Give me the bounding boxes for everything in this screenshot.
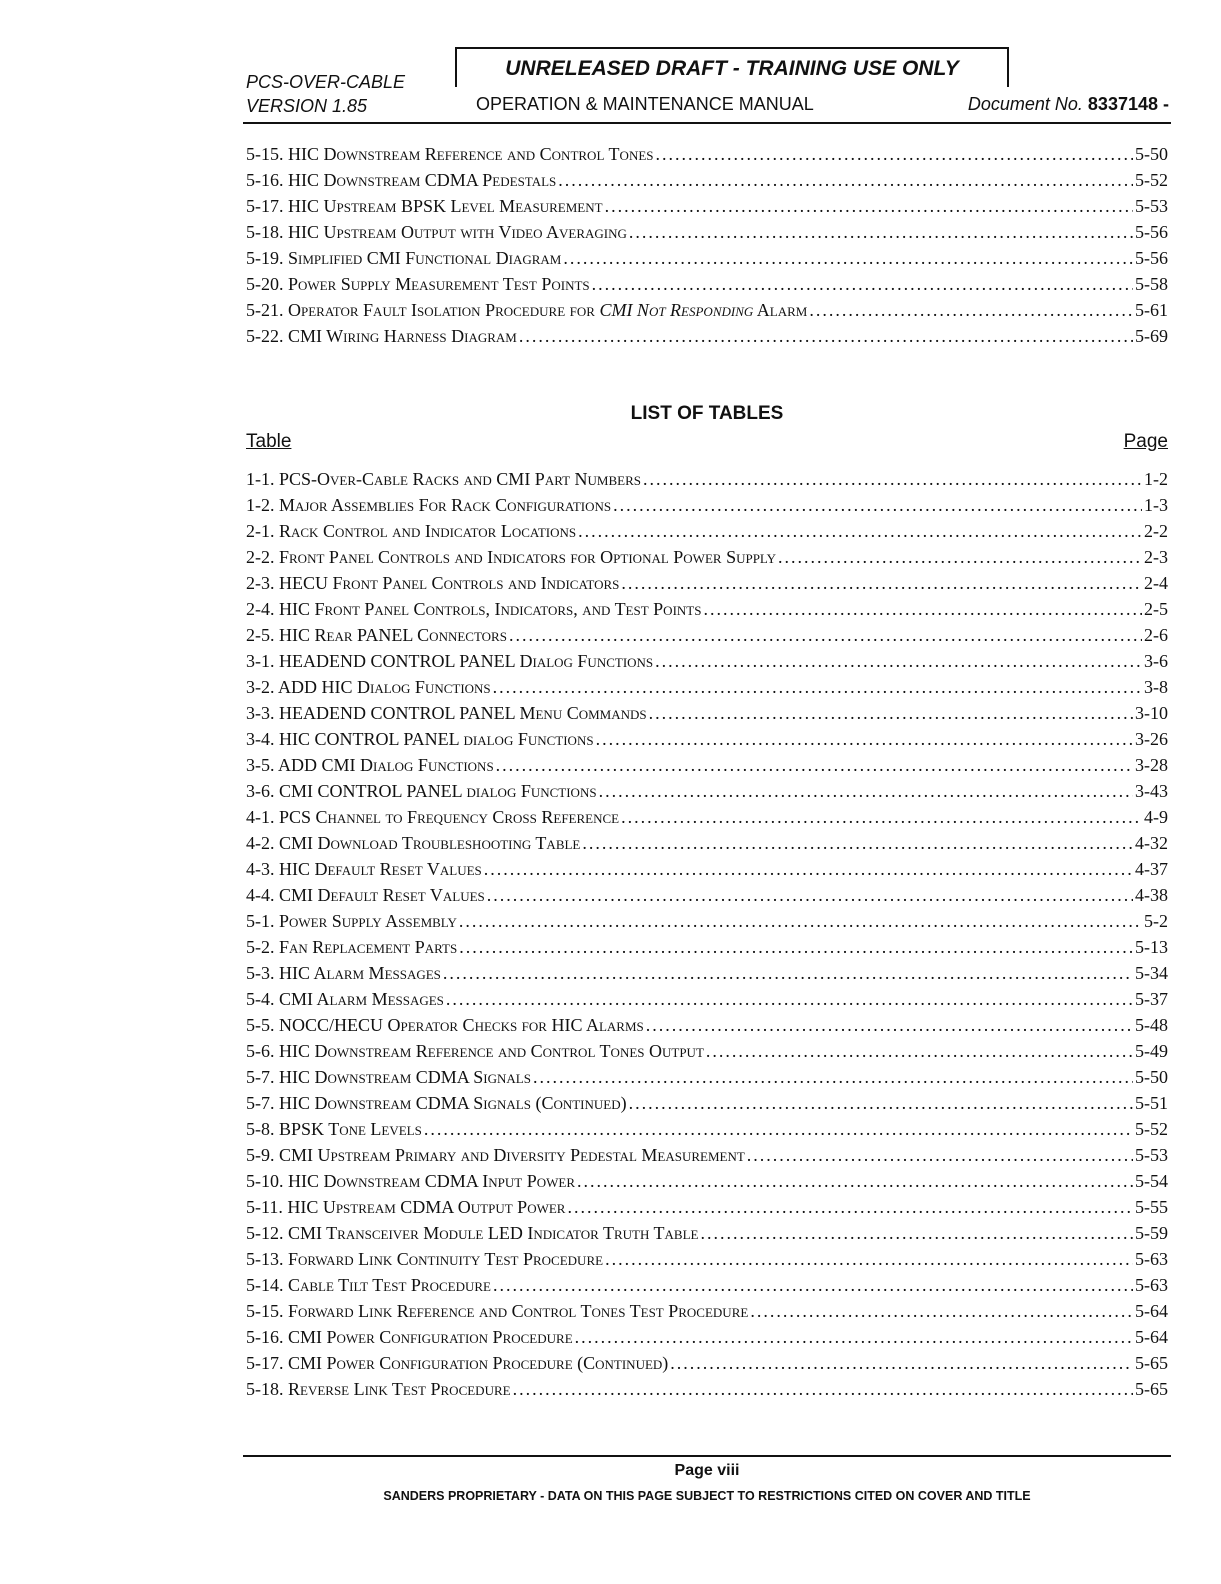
leader-dots [459, 934, 1133, 960]
table-entry [246, 570, 1168, 596]
table-entry [246, 1220, 1168, 1246]
leader-dots [487, 882, 1133, 908]
table-entry-page: 5-50 [1135, 1067, 1168, 1087]
table-entry [246, 492, 1168, 518]
table-entry [246, 726, 1168, 752]
table-entry [246, 934, 1168, 960]
list-of-tables-title: LIST OF TABLES [630, 403, 784, 424]
table-entry-label: 5-14. Cable Tilt Test Procedure [246, 1275, 491, 1295]
figure-entry: 5-21. Operator Fault Isolation Procedure for CMI Not Responding Alarm ..... 5-61 [246, 297, 1168, 323]
table-column-header: Table [246, 431, 292, 452]
table-entry-label: 5-8. BPSK Tone Levels [246, 1119, 422, 1139]
table-entry [246, 882, 1168, 908]
doc-label: Document No. [967, 94, 1083, 114]
leader-dots [643, 466, 1142, 492]
page-number: Page viii [674, 1462, 740, 1479]
table-entry-page: 5-53 [1135, 1145, 1168, 1165]
table-entry [246, 856, 1168, 882]
table-entry [246, 648, 1168, 674]
figure-entry: 5-15. HIC Downstream Reference and Control Tones ..... 5-50 [246, 141, 1168, 167]
table-entry-page: 5-65 [1135, 1379, 1168, 1399]
page-column-header: Page [1123, 431, 1168, 452]
leader-dots [646, 1012, 1133, 1038]
leader-dots [605, 193, 1133, 219]
table-entry-label: 5-12. CMI Transceiver Module LED Indicator Truth Table [246, 1223, 699, 1243]
table-entry-label: 1-1. PCS-Over-Cable Racks and CMI Part Numbers [246, 469, 641, 489]
table-entry [246, 466, 1168, 492]
table-entry-page: 3-10 [1135, 703, 1168, 723]
table-entry [246, 596, 1168, 622]
table-entry-page: 5-2 [1144, 911, 1168, 931]
table-entry-page: 2-2 [1144, 521, 1168, 541]
table-entry-label: 3-3. HEADEND CONTROL PANEL Menu Commands [246, 703, 647, 723]
table-entry-page: 5-64 [1135, 1301, 1168, 1321]
table-entry-page: 2-6 [1144, 625, 1168, 645]
table-entry-page: 3-26 [1135, 729, 1168, 749]
table-entry [246, 700, 1168, 726]
leader-dots [605, 1246, 1133, 1272]
figure-entry: 5-22. CMI Wiring Harness Diagram ..... 5-69 [246, 323, 1168, 349]
table-entry [246, 830, 1168, 856]
table-entry-label: 4-2. CMI Download Troubleshooting Table [246, 833, 581, 853]
table-entry-label: 3-4. HIC CONTROL PANEL dialog Functions [246, 729, 594, 749]
table-entry-page: 5-34 [1135, 963, 1168, 983]
table-entry-page: 5-54 [1135, 1171, 1168, 1191]
table-entry-page: 5-37 [1135, 989, 1168, 1009]
table-entry-label: 5-1. Power Supply Assembly [246, 911, 457, 931]
leader-dots [563, 245, 1133, 271]
table-entry-page: 5-52 [1135, 1119, 1168, 1139]
leader-dots [575, 1324, 1133, 1350]
leader-dots [629, 219, 1133, 245]
header-product: PCS-OVER-CABLE [246, 72, 406, 92]
leader-dots [778, 544, 1142, 570]
table-entry-label: 5-4. CMI Alarm Messages [246, 989, 444, 1009]
table-entry-label: 5-18. Reverse Link Test Procedure [246, 1379, 511, 1399]
leader-dots [621, 804, 1142, 830]
table-entry-page: 5-49 [1135, 1041, 1168, 1061]
table-entry [246, 1246, 1168, 1272]
table-entry-label: 5-5. NOCC/HECU Operator Checks for HIC Alarms [246, 1015, 644, 1035]
table-entry-label: 5-11. HIC Upstream CDMA Output Power [246, 1197, 566, 1217]
table-entry-page: 4-37 [1135, 859, 1168, 879]
leader-dots [446, 986, 1133, 1012]
table-entry [246, 1012, 1168, 1038]
table-entry-page: 3-8 [1144, 677, 1168, 697]
leader-dots [558, 167, 1133, 193]
doc-number: 8337148 - [1087, 94, 1169, 114]
leader-dots [656, 141, 1133, 167]
table-entry-label: 2-2. Front Panel Controls and Indicators for Optional Power Supply [246, 547, 776, 567]
table-entry-page: 3-43 [1135, 781, 1168, 801]
leader-dots [578, 518, 1142, 544]
table-entry [246, 778, 1168, 804]
table-entry-page: 4-9 [1144, 807, 1168, 827]
figure-entry: 5-20. Power Supply Measurement Test Points ..... 5-58 [246, 271, 1168, 297]
leader-dots [649, 700, 1133, 726]
table-entry [246, 1168, 1168, 1194]
leader-dots [493, 1272, 1133, 1298]
table-entry [246, 1038, 1168, 1064]
table-entry [246, 986, 1168, 1012]
leader-dots [809, 297, 1133, 323]
header-product-block [246, 70, 405, 118]
leader-dots [567, 1194, 1133, 1220]
table-entry [246, 1324, 1168, 1350]
leader-dots [592, 271, 1133, 297]
table-entry [246, 1194, 1168, 1220]
table-entry [246, 1090, 1168, 1116]
table-entry-label: 5-2. Fan Replacement Parts [246, 937, 458, 957]
leader-dots [443, 960, 1133, 986]
table-entry-label: 3-2. ADD HIC Dialog Functions [246, 677, 491, 697]
document-number-block [968, 94, 1169, 115]
leader-dots [700, 1220, 1133, 1246]
table-entry-page: 5-55 [1135, 1197, 1168, 1217]
table-entry-label: 2-5. HIC Rear PANEL Connectors [246, 625, 507, 645]
leader-dots [599, 778, 1133, 804]
table-entry [246, 622, 1168, 648]
table-entry [246, 960, 1168, 986]
draft-notice: UNRELEASED DRAFT - TRAINING USE ONLY [455, 47, 1009, 87]
table-entry-label: 5-16. CMI Power Configuration Procedure [246, 1327, 573, 1347]
table-entry [246, 518, 1168, 544]
table-entry-label: 1-2. Major Assemblies For Rack Configurations [246, 495, 612, 515]
figures-list [246, 141, 1168, 349]
manual-title: OPERATION & MAINTENANCE MANUAL [476, 94, 814, 114]
leader-dots [747, 1142, 1133, 1168]
table-entry [246, 544, 1168, 570]
table-entry-label: 4-3. HIC Default Reset Values [246, 859, 482, 879]
footer-divider [243, 1455, 1171, 1457]
table-entry [246, 804, 1168, 830]
leader-dots [703, 596, 1142, 622]
leader-dots [706, 1038, 1133, 1064]
table-entry [246, 1376, 1168, 1402]
table-entry-page: 1-2 [1144, 469, 1168, 489]
table-entry-page: 4-38 [1135, 885, 1168, 905]
leader-dots [519, 323, 1133, 349]
table-entry-label: 5-7. HIC Downstream CDMA Signals (Continued) [246, 1093, 627, 1113]
table-entry-page: 5-65 [1135, 1353, 1168, 1373]
leader-dots [424, 1116, 1133, 1142]
table-entry [246, 908, 1168, 934]
leader-dots [484, 856, 1133, 882]
table-entry-page: 3-28 [1135, 755, 1168, 775]
table-entry [246, 752, 1168, 778]
table-entry-page: 5-64 [1135, 1327, 1168, 1347]
table-entry-page: 5-48 [1135, 1015, 1168, 1035]
leader-dots [613, 492, 1142, 518]
table-entry-label: 3-1. HEADEND CONTROL PANEL Dialog Functions [246, 651, 654, 671]
table-entry [246, 1142, 1168, 1168]
table-entry-page: 5-63 [1135, 1275, 1168, 1295]
tables-list [246, 466, 1168, 1402]
table-entry-label: 5-3. HIC Alarm Messages [246, 963, 441, 983]
leader-dots [496, 752, 1133, 778]
leader-dots [655, 648, 1142, 674]
leader-dots [509, 622, 1142, 648]
leader-dots [513, 1376, 1133, 1402]
leader-dots [750, 1298, 1133, 1324]
figure-entry: 5-16. HIC Downstream CDMA Pedestals ..... 5-52 [246, 167, 1168, 193]
header-version: VERSION 1.85 [246, 96, 368, 116]
table-entry-page: 5-59 [1135, 1223, 1168, 1243]
table-entry-label: 2-4. HIC Front Panel Controls, Indicators, and Test Points [246, 599, 702, 619]
leader-dots [670, 1350, 1133, 1376]
table-entry-page: 5-51 [1135, 1093, 1168, 1113]
table-entry [246, 1272, 1168, 1298]
table-entry [246, 674, 1168, 700]
leader-dots [459, 908, 1142, 934]
table-entry [246, 1116, 1168, 1142]
table-entry-page: 5-13 [1135, 937, 1168, 957]
table-entry-page: 3-6 [1144, 651, 1168, 671]
table-entry-label: 2-3. HECU Front Panel Controls and Indicators [246, 573, 620, 593]
table-entry [246, 1064, 1168, 1090]
table-entry-label: 5-10. HIC Downstream CDMA Input Power [246, 1171, 576, 1191]
table-entry-page: 2-5 [1144, 599, 1168, 619]
leader-dots [577, 1168, 1133, 1194]
proprietary-notice: SANDERS PROPRIETARY - DATA ON THIS PAGE SUBJECT TO RESTRICTIONS CITED ON COVER AND TITLE [383, 1489, 1031, 1503]
table-entry-label: 4-4. CMI Default Reset Values [246, 885, 485, 905]
table-entry-page: 5-63 [1135, 1249, 1168, 1269]
table-entry-label: 5-15. Forward Link Reference and Control Tones Test Procedure [246, 1301, 749, 1321]
table-entry-label: 5-7. HIC Downstream CDMA Signals [246, 1067, 531, 1087]
figure-entry: 5-18. HIC Upstream Output with Video Averaging ..... 5-56 [246, 219, 1168, 245]
table-entry-page: 2-3 [1144, 547, 1168, 567]
table-entry-label: 4-1. PCS Channel to Frequency Cross Reference [246, 807, 620, 827]
header-divider [243, 122, 1171, 124]
leader-dots [621, 570, 1142, 596]
table-entry-page: 2-4 [1144, 573, 1168, 593]
table-entry-page: 4-32 [1135, 833, 1168, 853]
figure-entry: 5-17. HIC Upstream BPSK Level Measurement ..... 5-53 [246, 193, 1168, 219]
table-entry-label: 3-6. CMI CONTROL PANEL dialog Functions [246, 781, 597, 801]
leader-dots [582, 830, 1133, 856]
table-entry-label: 3-5. ADD CMI Dialog Functions [246, 755, 494, 775]
table-entry-label: 2-1. Rack Control and Indicator Locations [246, 521, 577, 541]
table-entry [246, 1298, 1168, 1324]
leader-dots [533, 1064, 1133, 1090]
table-entry-label: 5-6. HIC Downstream Reference and Control Tones Output [246, 1041, 704, 1061]
leader-dots [596, 726, 1133, 752]
leader-dots [493, 674, 1142, 700]
table-entry-label: 5-9. CMI Upstream Primary and Diversity Pedestal Measurement [246, 1145, 745, 1165]
table-entry-label: 5-13. Forward Link Continuity Test Procedure [246, 1249, 604, 1269]
leader-dots [629, 1090, 1133, 1116]
table-entry-label: 5-17. CMI Power Configuration Procedure (Continued) [246, 1353, 669, 1373]
table-entry [246, 1350, 1168, 1376]
table-entry-page: 1-3 [1144, 495, 1168, 515]
figure-entry: 5-19. Simplified CMI Functional Diagram ..... 5-56 [246, 245, 1168, 271]
